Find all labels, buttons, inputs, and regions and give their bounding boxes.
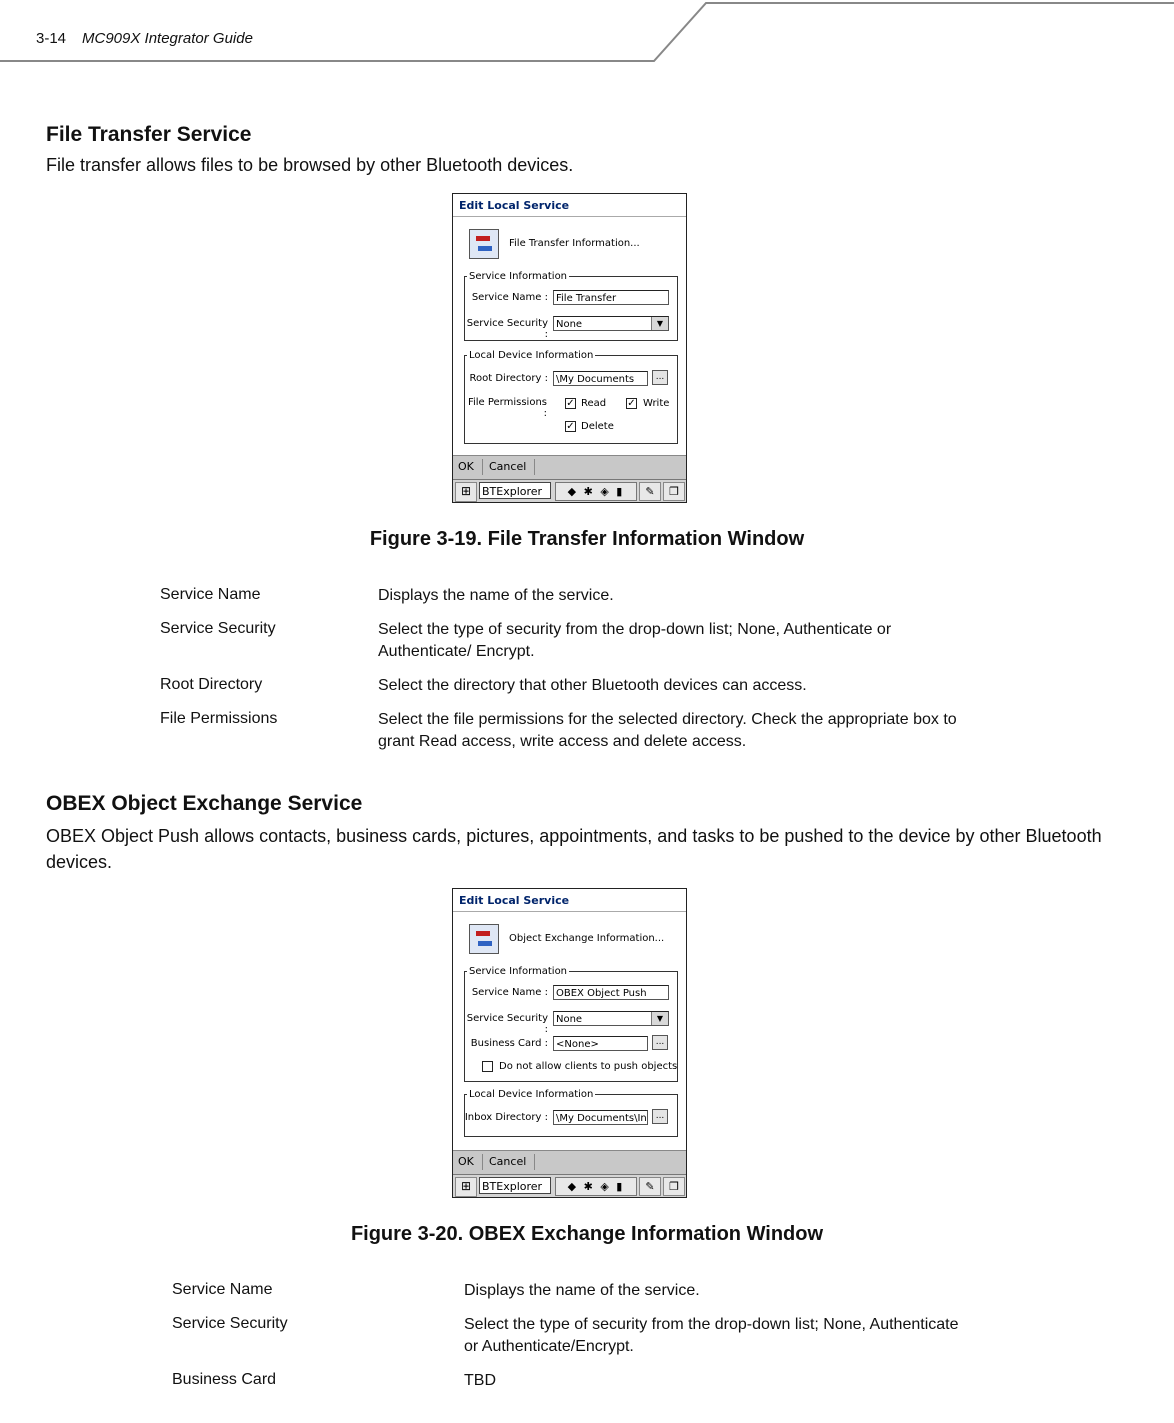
def-term: Business Card <box>172 1371 277 1388</box>
delete-checkbox[interactable]: ✓ <box>566 421 575 432</box>
ok-button[interactable]: OK <box>458 460 474 473</box>
def-desc: Displays the name of the service. <box>378 587 614 604</box>
dialog-title: Edit Local Service <box>459 894 570 907</box>
browse-button[interactable]: ... <box>652 1035 668 1050</box>
service-name-field[interactable]: OBEX Object Push <box>553 985 669 1000</box>
service-security-value: None <box>556 1014 583 1025</box>
service-name-label: Service Name : <box>471 987 548 998</box>
service-security-label: Service Security : <box>466 318 548 340</box>
menu-bar <box>453 1150 686 1174</box>
menu-bar <box>453 455 686 479</box>
service-security-select[interactable] <box>553 1011 669 1026</box>
system-tray[interactable]: ◆ ✱ ◈ ▮ <box>555 1177 637 1196</box>
cancel-button[interactable]: Cancel <box>489 460 527 473</box>
inbox-directory-field[interactable]: \My Documents\In <box>553 1110 648 1125</box>
dialog-title: Edit Local Service <box>459 199 570 212</box>
def-term: File Permissions <box>160 710 278 727</box>
def-term: Service Name <box>160 586 261 603</box>
task-switch-icon[interactable]: ❐ <box>663 1177 685 1196</box>
delete-label: Delete <box>581 421 614 432</box>
windows-start-icon[interactable]: ⊞ <box>455 482 477 502</box>
write-label: Write <box>643 398 670 409</box>
read-label: Read <box>581 398 607 409</box>
page-number: 3-14 <box>36 30 67 47</box>
service-security-label: Service Security : <box>466 1013 548 1035</box>
dialog-titlebar <box>453 194 686 217</box>
no-push-checkbox[interactable] <box>482 1061 493 1072</box>
cancel-button[interactable]: Cancel <box>489 1155 527 1168</box>
input-panel-icon[interactable]: ✎ <box>639 482 661 501</box>
group-legend: Service Information <box>469 966 568 977</box>
def-desc: Select the file permissions for the selected directory. Check the appropriate box to grant Read access, write access and delete access. <box>378 711 957 750</box>
inbox-directory-label: Inbox Directory : <box>464 1112 548 1123</box>
def-term: Service Security <box>160 620 276 637</box>
service-hint: Object Exchange Information... <box>509 933 665 944</box>
def-desc: Displays the name of the service. <box>464 1282 700 1299</box>
task-switch-icon[interactable]: ❐ <box>663 482 685 501</box>
group-legend: Service Information <box>469 271 568 282</box>
read-checkbox[interactable]: ✓ <box>566 398 575 409</box>
group-legend: Local Device Information <box>469 1089 594 1100</box>
file-permissions-label: File Permissions : <box>467 397 547 419</box>
service-hint: File Transfer Information... <box>509 238 640 249</box>
windows-start-icon[interactable]: ⊞ <box>455 1177 477 1197</box>
service-name-field[interactable]: File Transfer <box>553 290 669 305</box>
object-exchange-icon <box>469 924 499 954</box>
ok-button[interactable]: OK <box>458 1155 474 1168</box>
taskbar <box>453 1174 686 1197</box>
service-name-label: Service Name : <box>471 292 548 303</box>
browse-button[interactable]: ... <box>652 370 668 385</box>
figure-caption: Figure 3-20. OBEX Exchange Information Window <box>350 1223 824 1245</box>
no-push-label: Do not allow clients to push objects <box>499 1061 678 1072</box>
section-intro: OBEX Object Push allows contacts, business cards, pictures, appointments, and tasks to be pushed to the device by other Bluetooth devices. <box>46 826 1102 872</box>
def-term: Service Security <box>172 1315 288 1332</box>
system-tray[interactable]: ◆ ✱ ◈ ▮ <box>555 482 637 501</box>
taskbar <box>453 479 686 502</box>
business-card-label: Business Card : <box>470 1038 548 1049</box>
file-transfer-icon <box>469 229 499 259</box>
section-intro: File transfer allows files to be browsed by other Bluetooth devices. <box>46 155 574 175</box>
section-heading: File Transfer Service <box>46 123 252 146</box>
dropdown-arrow-icon[interactable]: ▼ <box>651 1012 668 1026</box>
service-security-select[interactable] <box>553 316 669 331</box>
dropdown-arrow-icon[interactable]: ▼ <box>651 317 668 331</box>
def-term: Root Directory <box>160 676 263 693</box>
dialog-titlebar <box>453 889 686 912</box>
write-checkbox[interactable]: ✓ <box>627 398 636 409</box>
def-desc: TBD <box>464 1372 496 1389</box>
service-security-value: None <box>556 319 583 330</box>
running-title: MC909X Integrator Guide <box>82 30 253 47</box>
input-panel-icon[interactable]: ✎ <box>639 1177 661 1196</box>
group-legend: Local Device Information <box>469 350 594 361</box>
root-directory-field[interactable]: \My Documents <box>553 371 648 386</box>
taskbar-app[interactable]: BTExplorer <box>479 482 551 499</box>
root-directory-label: Root Directory : <box>469 373 548 384</box>
device-screenshot <box>452 888 687 1198</box>
def-desc: Select the type of security from the drop-down list; None, Authenticate or Authenticate/ Encrypt. <box>378 621 892 660</box>
device-screenshot <box>452 193 687 503</box>
def-desc: Select the directory that other Bluetooth devices can access. <box>378 677 807 694</box>
browse-button[interactable]: ... <box>652 1109 668 1124</box>
taskbar-app[interactable]: BTExplorer <box>479 1177 551 1194</box>
business-card-field[interactable]: <None> <box>553 1036 648 1051</box>
def-desc: Select the type of security from the drop-down list; None, Authenticate or Authenticate/Encrypt. <box>464 1316 959 1355</box>
figure-caption: Figure 3-19. File Transfer Information Window <box>369 528 805 550</box>
section-heading: OBEX Object Exchange Service <box>46 792 363 815</box>
def-term: Service Name <box>172 1281 273 1298</box>
